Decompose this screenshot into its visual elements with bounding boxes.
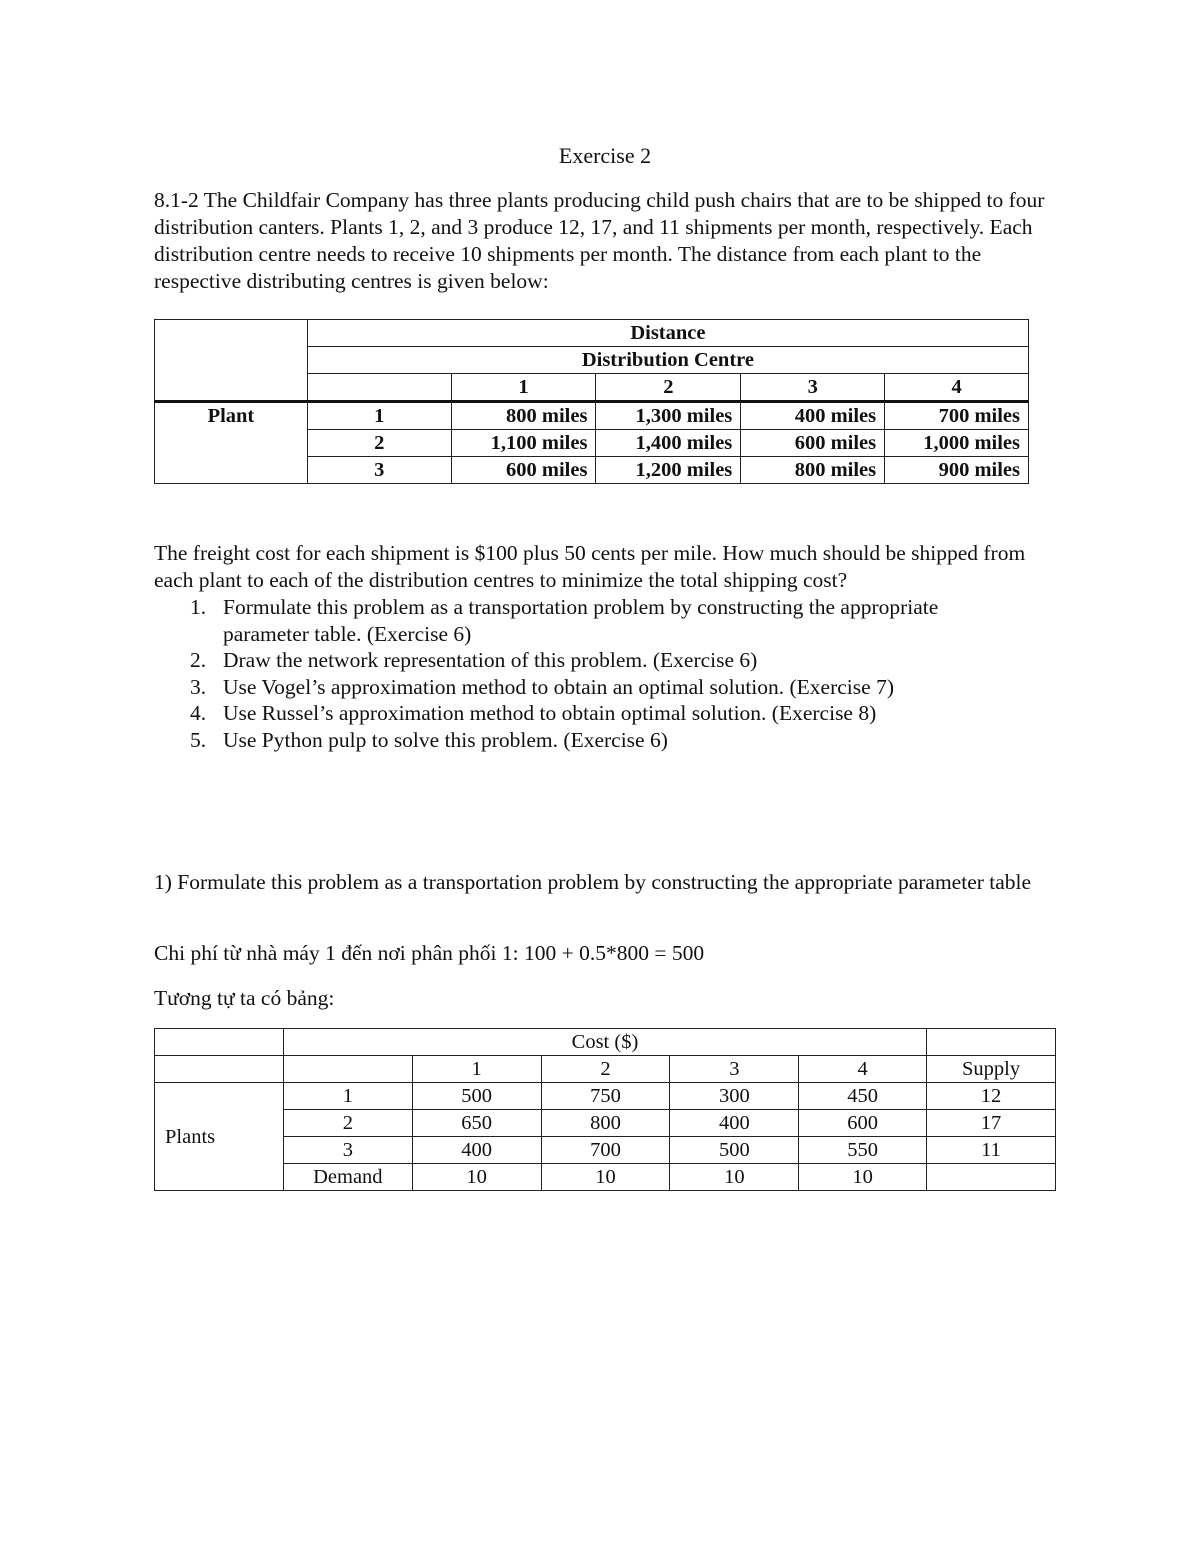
demand-cell: 10 [412,1164,541,1191]
problem-intro: 8.1-2 The Childfair Company has three plants producing child push chairs that are to be shipped to four distribution canters. Plants 1, 2, and 3 produce 12, 17, and 11 shipments per month, respectively. Each distribution centre needs to receive 10 shipments per month. The distance from each plant to the respective distributing centres is given below: [154,188,1045,293]
distance-cell: 1,200 miles [596,457,741,484]
column-header: 3 [741,374,885,402]
cost-cell: 400 [412,1137,541,1164]
task-item [190,727,1010,754]
plant-number: 1 [283,1083,412,1110]
distance-cell: 1,100 miles [451,430,596,457]
column-header: 2 [596,374,741,402]
distance-cell: 600 miles [741,430,885,457]
section-1-heading: 1) Formulate this problem as a transportation problem by constructing the appropriate parameter table [154,870,1032,894]
supply-header-blank [927,1029,1056,1056]
table-row [155,1137,1056,1164]
distance-cell: 1,300 miles [596,402,741,430]
cost-table [154,1028,1056,1191]
distance-cell: 900 miles [885,457,1029,484]
cost-cell: 300 [670,1083,799,1110]
plant-number: 2 [283,1110,412,1137]
demand-cell: 10 [799,1164,927,1191]
column-header: 1 [451,374,596,402]
table-corner-blank [155,1029,284,1056]
table-row [155,402,1029,430]
table-row [155,1083,1056,1110]
plant-label: Plant [155,402,308,484]
cost-cell: 450 [799,1083,927,1110]
cost-header: Cost ($) [283,1029,926,1056]
plant-number: 2 [307,430,451,457]
column-header: 4 [885,374,1029,402]
cost-cell: 700 [541,1137,670,1164]
task-item [190,594,1010,647]
supply-header: Supply [927,1056,1056,1083]
task-text: Draw the network representation of this problem. (Exercise 6) [223,648,758,672]
task-item [190,674,1010,701]
supply-cell: 12 [927,1083,1056,1110]
task-number: 1. [190,595,207,619]
demand-label: Demand [283,1164,412,1191]
similar-table-line: Tương tự ta có bảng: [154,986,335,1010]
distance-table [154,319,1029,484]
page-title: Exercise 2 [558,143,652,168]
blank-cell [155,1056,284,1083]
table-row [155,1110,1056,1137]
distance-cell: 700 miles [885,402,1029,430]
cost-cell: 650 [412,1110,541,1137]
distance-cell: 1,400 miles [596,430,741,457]
task-list [190,594,1010,753]
freight-description: The freight cost for each shipment is $100 plus 50 cents per mile. How much should be shipped from each plant to each of the distribution centres to minimize the total shipping cost? [154,541,1026,592]
plant-number: 3 [283,1137,412,1164]
task-text: Use Vogel’s approximation method to obtain an optimal solution. (Exercise 7) [223,674,894,699]
task-number: 5. [190,727,207,752]
plants-label: Plants [155,1083,284,1191]
distance-header: Distance [307,320,1028,347]
distance-cell: 800 miles [451,402,596,430]
demand-cell: 10 [670,1164,799,1191]
cost-cell: 400 [670,1110,799,1137]
plant-number: 3 [307,457,451,484]
blank-cell [927,1164,1056,1191]
cost-cell: 500 [670,1137,799,1164]
column-header: 4 [799,1056,927,1083]
task-number: 3. [190,674,207,699]
task-text: Use Python pulp to solve this problem. (Exercise 6) [223,727,668,752]
task-number: 4. [190,701,207,725]
supply-cell: 11 [927,1137,1056,1164]
column-header-blank [307,374,451,402]
task-text: Formulate this problem as a transportation problem by constructing the appropriate parameter table. (Exercise 6) [223,595,939,646]
column-header: 3 [670,1056,799,1083]
task-number: 2. [190,648,207,672]
cost-cell: 500 [412,1083,541,1110]
table-corner-blank [155,320,308,402]
demand-row [155,1164,1056,1191]
cost-cell: 600 [799,1110,927,1137]
cost-cell: 750 [541,1083,670,1110]
distance-cell: 400 miles [741,402,885,430]
cost-cell: 550 [799,1137,927,1164]
demand-cell: 10 [541,1164,670,1191]
cost-cell: 800 [541,1110,670,1137]
distribution-centre-header: Distribution Centre [307,347,1028,374]
column-header: 2 [541,1056,670,1083]
supply-cell: 17 [927,1110,1056,1137]
distance-cell: 800 miles [741,457,885,484]
distance-cell: 1,000 miles [885,430,1029,457]
blank-cell [283,1056,412,1083]
distance-cell: 600 miles [451,457,596,484]
cost-example-line: Chi phí từ nhà máy 1 đến nơi phân phối 1: 100 + 0.5*800 = 500 [154,941,705,965]
column-header: 1 [412,1056,541,1083]
task-item [190,700,1010,727]
task-text: Use Russel’s approximation method to obtain optimal solution. (Exercise 8) [223,701,877,725]
task-item [190,647,1010,674]
plant-number: 1 [307,402,451,430]
